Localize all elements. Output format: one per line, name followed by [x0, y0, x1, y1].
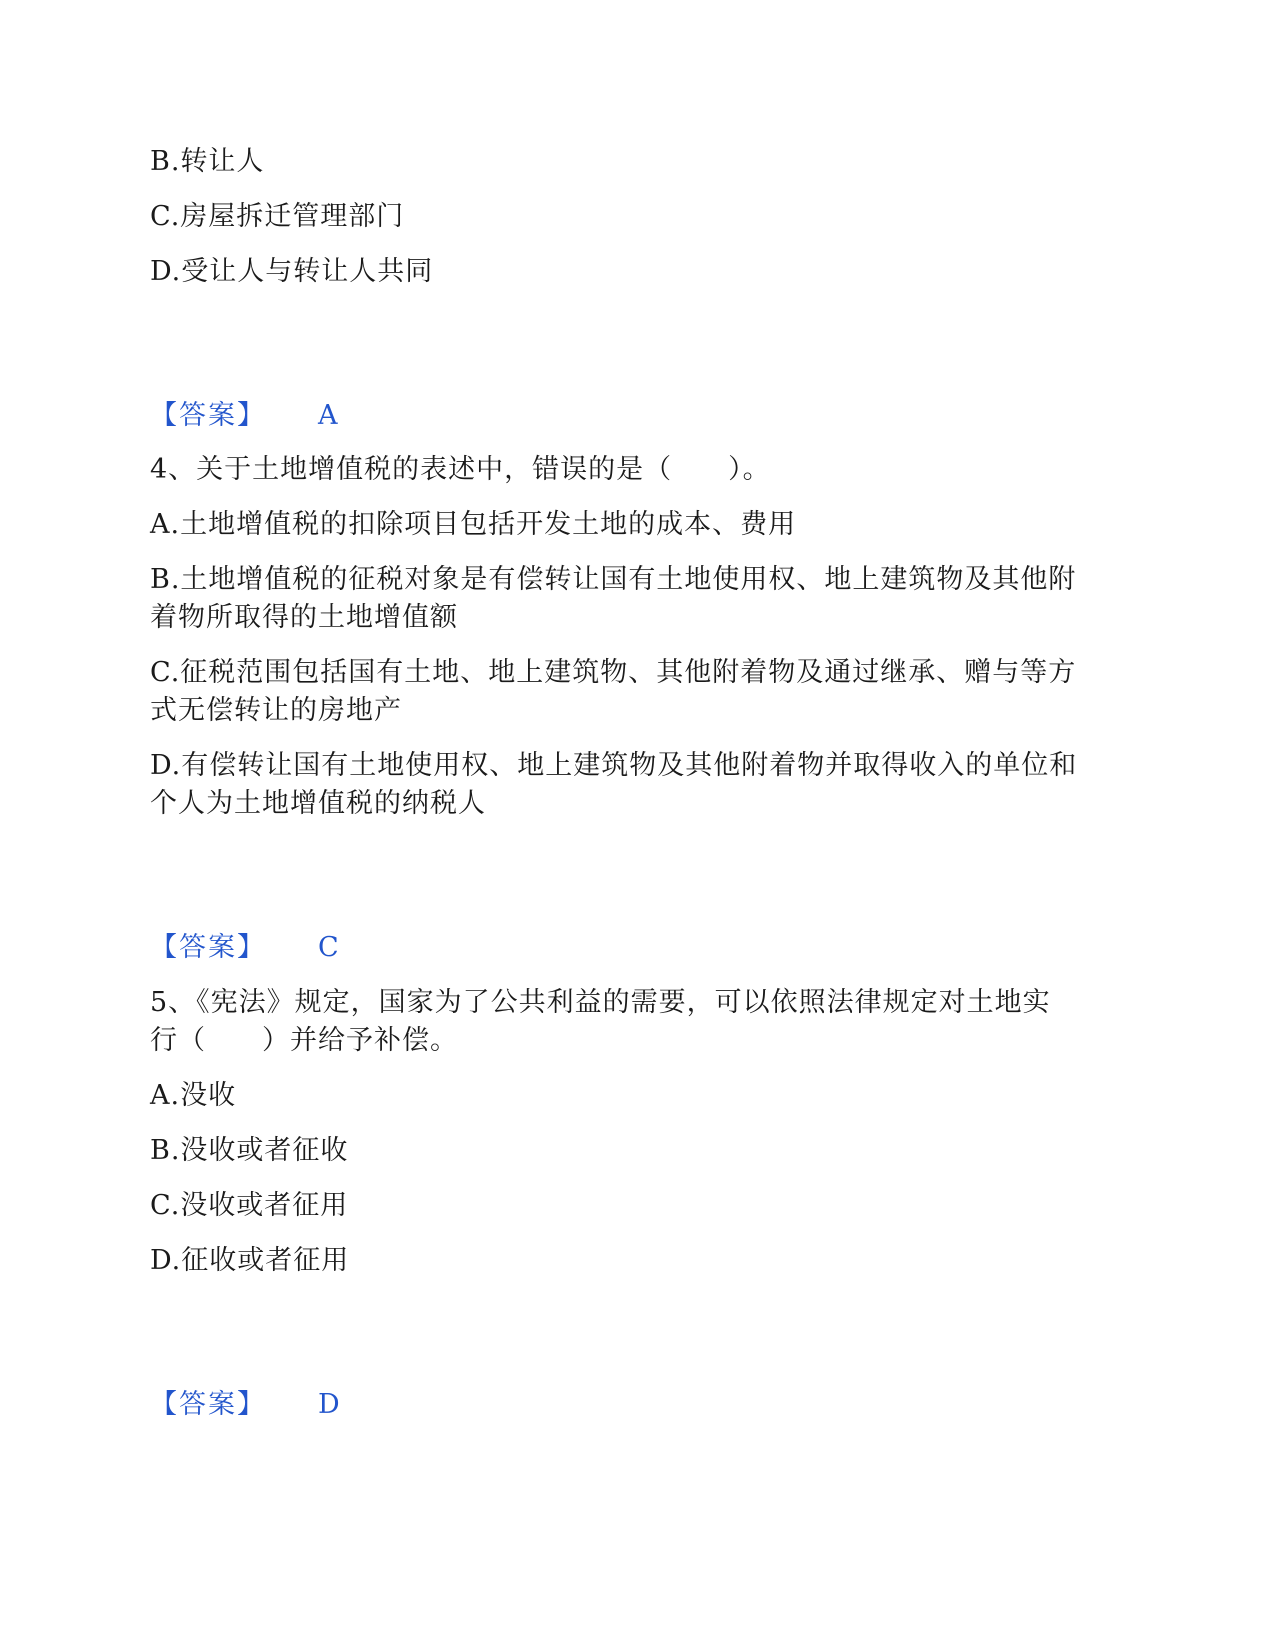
q4-option-c-line2: 式无偿转让的房地产 [150, 695, 402, 726]
q5-option-a: A.没收 [150, 1080, 237, 1111]
q4-option-a: A.土地增值税的扣除项目包括开发土地的成本、费用 [150, 509, 797, 540]
q5-option-d: D.征收或者征用 [150, 1245, 350, 1276]
answer-value: A [318, 400, 339, 431]
q4-option-c-line1: C.征税范围包括国有土地、地上建筑物、其他附着物及通过继承、赠与等方 [150, 657, 1077, 688]
q4-option-d-line2: 个人为土地增值税的纳税人 [150, 788, 486, 819]
answer-label: 【答案】 [150, 400, 266, 431]
answer-label: 【答案】 [150, 1389, 266, 1420]
answer-value: C [318, 932, 340, 963]
q3-option-c: C.房屋拆迁管理部门 [150, 201, 405, 232]
q5-answer-row [150, 1385, 341, 1425]
q5-question-line2: 行（ ）并给予补偿。 [150, 1025, 458, 1056]
q3-option-d: D.受让人与转让人共同 [150, 256, 434, 287]
q3-option-b: B.转让人 [150, 146, 265, 177]
q4-option-b-line2: 着物所取得的土地增值额 [150, 602, 458, 633]
q4-option-b-line1: B.土地增值税的征税对象是有偿转让国有土地使用权、地上建筑物及其他附 [150, 564, 1077, 595]
q5-option-c: C.没收或者征用 [150, 1190, 349, 1221]
q5-question-line1: 5、《宪法》规定，国家为了公共利益的需要，可以依照法律规定对土地实 [150, 987, 1051, 1018]
q4-answer-row [150, 928, 340, 968]
q4-question: 4、关于土地增值税的表述中，错误的是（ ）。 [150, 454, 771, 485]
answer-label: 【答案】 [150, 932, 266, 963]
q3-answer-row [150, 396, 339, 436]
q4-option-d-line1: D.有偿转让国有土地使用权、地上建筑物及其他附着物并取得收入的单位和 [150, 750, 1078, 781]
answer-value: D [318, 1389, 341, 1420]
q5-option-b: B.没收或者征收 [150, 1135, 349, 1166]
